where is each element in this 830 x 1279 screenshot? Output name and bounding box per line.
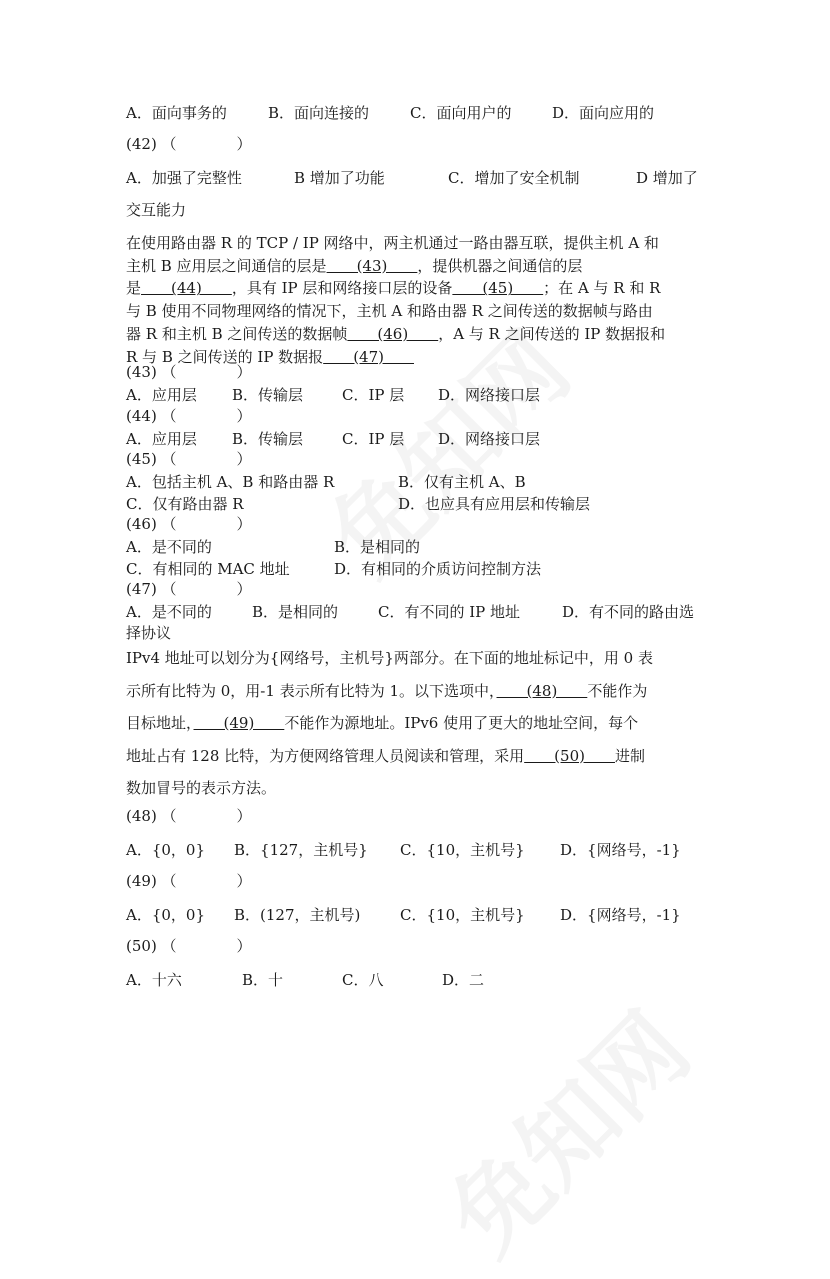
- q50-option-c: C．八: [342, 971, 384, 989]
- para1-line1: 在使用路由器 R 的 TCP / IP 网络中，两主机通过一路由器互联，提供主机 A 和: [126, 234, 659, 252]
- blank-46: (46): [347, 324, 439, 343]
- q41-option-d: D．面向应用的: [552, 104, 655, 122]
- q49-option-b: B．(127，主机号): [234, 906, 361, 924]
- para2-line4: 地址占有 128 比特，为方便网络管理人员阅读和管理，采用 (50) 进制: [126, 746, 645, 765]
- q46-option-a: A．是不同的: [126, 538, 212, 556]
- para2-line2: 示所有比特为 0，用-1 表示所有比特为 1。以下选项中， (48) 不能作为: [126, 681, 648, 700]
- q44-option-d: D．网络接口层: [438, 430, 541, 448]
- q48-option-c: C．{10，主机号}: [400, 841, 525, 859]
- q46-option-c: C．有相同的 MAC 地址: [126, 560, 290, 578]
- q42-option-d: D 增加了: [636, 169, 698, 187]
- q43-option-c: C．IP 层: [342, 386, 405, 404]
- q42-option-b: B 增加了功能: [294, 169, 385, 187]
- q46-option-b: B．是相同的: [334, 538, 421, 556]
- q45-option-a: A．包括主机 A、B 和路由器 R: [126, 473, 335, 491]
- q50-option-d: D．二: [442, 971, 485, 989]
- blank-45: (45): [452, 279, 544, 298]
- q46-option-d: D．有相同的介质访问控制方法: [334, 560, 542, 578]
- q45-option-b: B．仅有主机 A、B: [398, 473, 526, 491]
- q49-label: (49) （ ）: [126, 872, 252, 890]
- q42-continuation: 交互能力: [126, 201, 187, 219]
- q41-option-a: A．面向事务的: [126, 104, 227, 122]
- q42-option-c: C．增加了安全机制: [448, 169, 580, 187]
- para1-line5: 器 R 和主机 B 之间传送的数据帧 (46) ，A 与 R 之间传送的 IP 数据报和: [126, 324, 666, 343]
- q43-option-a: A．应用层: [126, 386, 197, 404]
- blank-50: (50): [524, 746, 615, 765]
- q41-option-b: B．面向连接的: [268, 104, 370, 122]
- q44-option-a: A．应用层: [126, 430, 197, 448]
- q48-option-d: D．{网络号，-1}: [560, 841, 681, 859]
- q49-option-a: A．{0，0}: [126, 906, 206, 924]
- q48-option-b: B．{127，主机号}: [234, 841, 368, 859]
- para2-line5: 数加冒号的表示方法。: [126, 779, 277, 797]
- q45-label: (45) （ ）: [126, 450, 252, 468]
- q42-label: (42) （ ）: [126, 135, 252, 153]
- q43-option-d: D．网络接口层: [438, 386, 541, 404]
- q44-option-b: B．传输层: [232, 430, 304, 448]
- q47-option-b: B．是相同的: [252, 603, 339, 621]
- q42-option-a: A．加强了完整性: [126, 169, 242, 187]
- para1-line6: R 与 B 之间传送的 IP 数据报 (47): [126, 347, 414, 366]
- q49-option-c: C．{10，主机号}: [400, 906, 525, 924]
- para1-line4: 与 B 使用不同物理网络的情况下，主机 A 和路由器 R 之间传送的数据帧与路由: [126, 302, 653, 321]
- blank-43: (43): [326, 256, 418, 275]
- watermark: [414, 978, 715, 1279]
- q47-option-d: D．有不同的路由选: [562, 603, 695, 621]
- para2-line3: 目标地址， (49) 不能作为源地址。IPv6 使用了更大的地址空间，每个: [126, 714, 639, 732]
- q41-option-c: C．面向用户的: [410, 104, 512, 122]
- q47-label: (47) （ ）: [126, 580, 252, 598]
- blank-47: (47): [323, 347, 414, 366]
- q45-option-c: C．仅有路由器 R: [126, 495, 244, 513]
- paragraph-tcpip: [126, 232, 706, 368]
- q48-label: (48) （ ）: [126, 807, 252, 825]
- q47-option-c: C．有不同的 IP 地址: [378, 603, 521, 621]
- q50-option-a: A．十六: [126, 971, 182, 989]
- q46-label: (46) （ ）: [126, 515, 252, 533]
- blank-48: (48): [496, 681, 588, 700]
- blank-44: (44): [141, 279, 232, 298]
- q44-option-c: C．IP 层: [342, 430, 405, 448]
- q47-option-a: A．是不同的: [126, 603, 212, 621]
- para1-line3: 是 (44) ，具有 IP 层和网络接口层的设备 (45) ；在 A 与 R 和 R: [126, 279, 661, 298]
- q44-label: (44) （ ）: [126, 407, 252, 425]
- q47-continuation: 择协议: [126, 624, 172, 642]
- blank-49: (49): [193, 714, 285, 732]
- q50-option-b: B．十: [242, 971, 284, 989]
- q43-label: (43) （ ）: [126, 363, 252, 381]
- q48-option-a: A．{0，0}: [126, 841, 206, 859]
- paragraph-ipv4: [126, 642, 706, 805]
- para2-line1: IPv4 地址可以划分为{网络号，主机号}两部分。在下面的地址标记中，用 0 表: [126, 649, 653, 667]
- q45-option-d: D．也应具有应用层和传输层: [398, 495, 591, 513]
- q49-option-d: D．{网络号，-1}: [560, 906, 681, 924]
- q43-option-b: B．传输层: [232, 386, 304, 404]
- q50-label: (50) （ ）: [126, 937, 252, 955]
- para1-line2: 主机 B 应用层之间通信的层是 (43) ，提供机器之间通信的层: [126, 256, 583, 275]
